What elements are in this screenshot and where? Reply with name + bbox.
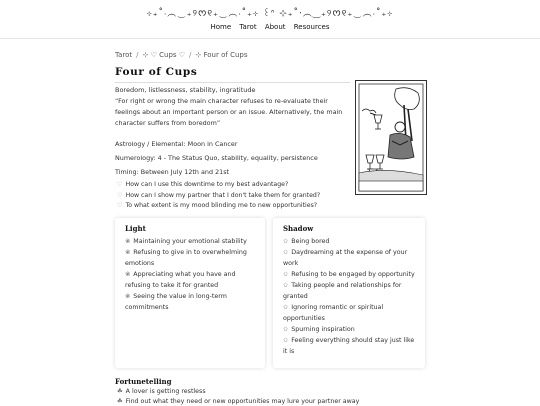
main-nav <box>0 23 540 31</box>
list-item: ♡ To what extent is my mood blinding me to new opportunities? <box>117 201 320 212</box>
four-of-cups-art <box>356 81 426 194</box>
shadow-heading: Shadow <box>283 224 313 233</box>
star-icon: ✩ <box>283 249 288 256</box>
list-item: ✩ Spurning inspiration <box>283 324 417 335</box>
flower-icon: ❀ <box>125 293 130 300</box>
star-icon: ✩ <box>283 326 288 333</box>
clover-icon: ☘ <box>117 388 123 395</box>
list-item: ❀ Appreciating what you have and refusing to take it for granted <box>125 269 257 291</box>
list-item: ✩ Ignoring romantic or spiritual opportunities <box>283 302 417 324</box>
star-icon: ✩ <box>283 337 288 344</box>
heart-icon: ♡ <box>117 192 123 199</box>
flower-icon: ❀ <box>125 249 130 256</box>
breadcrumb-separator: / <box>136 51 138 59</box>
breadcrumb <box>115 51 247 59</box>
list-item: ✩ Refusing to be engaged by opportunity <box>283 269 417 280</box>
numerology-line: Numerology: 4 - The Status Quo, stability, equality, persistence <box>115 154 318 162</box>
breadcrumb-separator: / <box>189 51 191 59</box>
flower-icon: ❀ <box>125 271 130 278</box>
light-list <box>125 236 257 313</box>
light-panel <box>115 218 265 368</box>
timing-line: Timing: Between July 12th and 21st <box>115 168 229 176</box>
heart-icon: ♡ <box>117 202 123 209</box>
site-header <box>0 0 540 39</box>
star-icon: ✩ <box>283 304 288 311</box>
card-quote: “For right or wrong the main character refuses to re-evaluate their feelings about an important person or an issue. Alternatively, the main character suffers from boredom” <box>115 96 350 129</box>
list-item: ✩ Being bored <box>283 236 417 247</box>
nav-resources[interactable]: Resources <box>294 23 330 31</box>
nav-about[interactable]: About <box>265 23 286 31</box>
fortunetelling-list <box>117 387 359 406</box>
star-icon: ✩ <box>283 238 288 245</box>
astrology-line: Astrology / Elemental: Moon in Cancer <box>115 140 237 148</box>
flower-icon: ❀ <box>125 238 130 245</box>
reflection-questions <box>117 180 320 212</box>
list-item: ❀ Seeing the value in long-term commitments <box>125 291 257 313</box>
breadcrumb-tarot[interactable]: Tarot <box>115 51 132 59</box>
page-title: Four of Cups <box>115 66 197 78</box>
list-item: ✩ Daydreaming at the expense of your work <box>283 247 417 269</box>
heart-icon: ♡ <box>117 181 123 188</box>
list-item: ♡ How can I use this downtime to my best advantage? <box>117 180 320 191</box>
list-item: ✩ Taking people and relationships for granted <box>283 280 417 302</box>
shadow-list <box>283 236 417 357</box>
title-divider <box>115 82 350 83</box>
star-icon: ✩ <box>283 271 288 278</box>
clover-icon: ☘ <box>117 398 123 405</box>
site-title[interactable]: ⊹₊˚‧︵‿₊୨ᰔ୧₊‿︵‧˚₊⊹ ꒰ᐢ ⊹₊˚‧︵‿₊୨ᰔ୧₊‿︵‧˚₊⊹ <box>0 6 540 21</box>
fortunetelling-heading: Fortunetelling <box>115 377 171 386</box>
tarot-card-illustration <box>355 80 427 195</box>
star-icon: ✩ <box>283 282 288 289</box>
list-item: ♡ How can I show my partner that I don't take them for granted? <box>117 191 320 202</box>
breadcrumb-cups[interactable]: ⊹ ♡ Cups ♡ <box>143 51 186 59</box>
list-item: ☘ Find out what they need or new opportunities may lure your partner away <box>117 397 359 406</box>
nav-tarot[interactable]: Tarot <box>239 23 256 31</box>
list-item: ✩ Feeling everything should stay just like it is <box>283 335 417 357</box>
list-item: ❀ Maintaining your emotional stability <box>125 236 257 247</box>
light-heading: Light <box>125 224 146 233</box>
nav-home[interactable]: Home <box>211 23 232 31</box>
list-item: ☘ A lover is getting restless <box>117 387 359 397</box>
card-keywords: Boredom, listlessness, stability, ingratitude <box>115 86 256 94</box>
breadcrumb-current: ⊹ Four of Cups <box>195 51 247 59</box>
shadow-panel <box>273 218 425 368</box>
list-item: ❀ Refusing to give in to overwhelming emotions <box>125 247 257 269</box>
